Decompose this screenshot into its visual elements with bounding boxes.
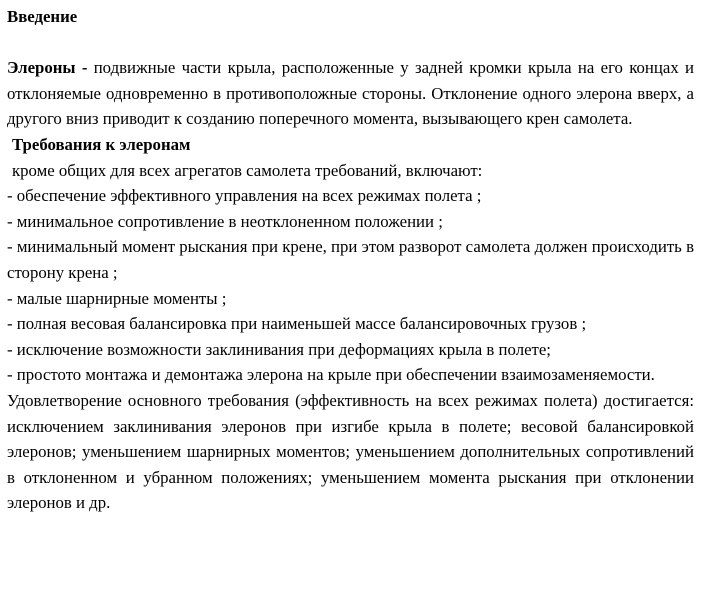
requirement-item-6: - исключение возможности заклинивания при деформациях крыла в полете; <box>7 339 551 359</box>
document-heading: Введение <box>7 7 78 26</box>
requirement-item-7: - простото монтажа и демонтажа элерона на крыле при обеспечении взаимозаменяемости. <box>7 365 655 385</box>
blank-line <box>7 30 694 56</box>
requirement-item-4: - малые шарнирные моменты ; <box>7 288 227 308</box>
requirements-intro: кроме общих для всех агрегатов самолета требований, включают: <box>12 160 483 180</box>
requirement-item-2: - минимальное сопротивление в неотклоненном положении ; <box>7 211 443 231</box>
requirement-item-3: - минимальный момент рыскания при крене, при этом разворот самолета должен происходить в сторону крена ; <box>7 237 694 282</box>
requirement-item-5: - полная весовая балансировка при наименьшей массе балансировочных грузов ; <box>7 314 587 334</box>
requirements-title: Требования к элеронам <box>12 134 191 154</box>
definition-text: подвижные части крыла, расположенные у задней кромки крыла на его концах и отклоняемые одновременно в противоположные стороны. Отклонение одного элерона вверх, а другого вниз приводит к созданию поперечного момента, вызывающего крен самолета. <box>7 58 694 129</box>
requirement-item-1: - обеспечение эффективного управления на всех режимах полета ; <box>7 186 482 206</box>
definition-term: Элероны - <box>7 58 88 78</box>
definition-paragraph <box>7 55 694 132</box>
conclusion-paragraph: Удовлетворение основного требования (эффективность на всех режимах полета) достигается: исключением заклинивания элеронов при изгибе крыла в полете; весовой балансировкой элеронов; уменьшением шарнирных моментов; уменьшением дополнительных сопротивлений в отклоненном и убранном положениях; уменьшением момента рыскания при отклонении элеронов и др. <box>7 390 694 513</box>
